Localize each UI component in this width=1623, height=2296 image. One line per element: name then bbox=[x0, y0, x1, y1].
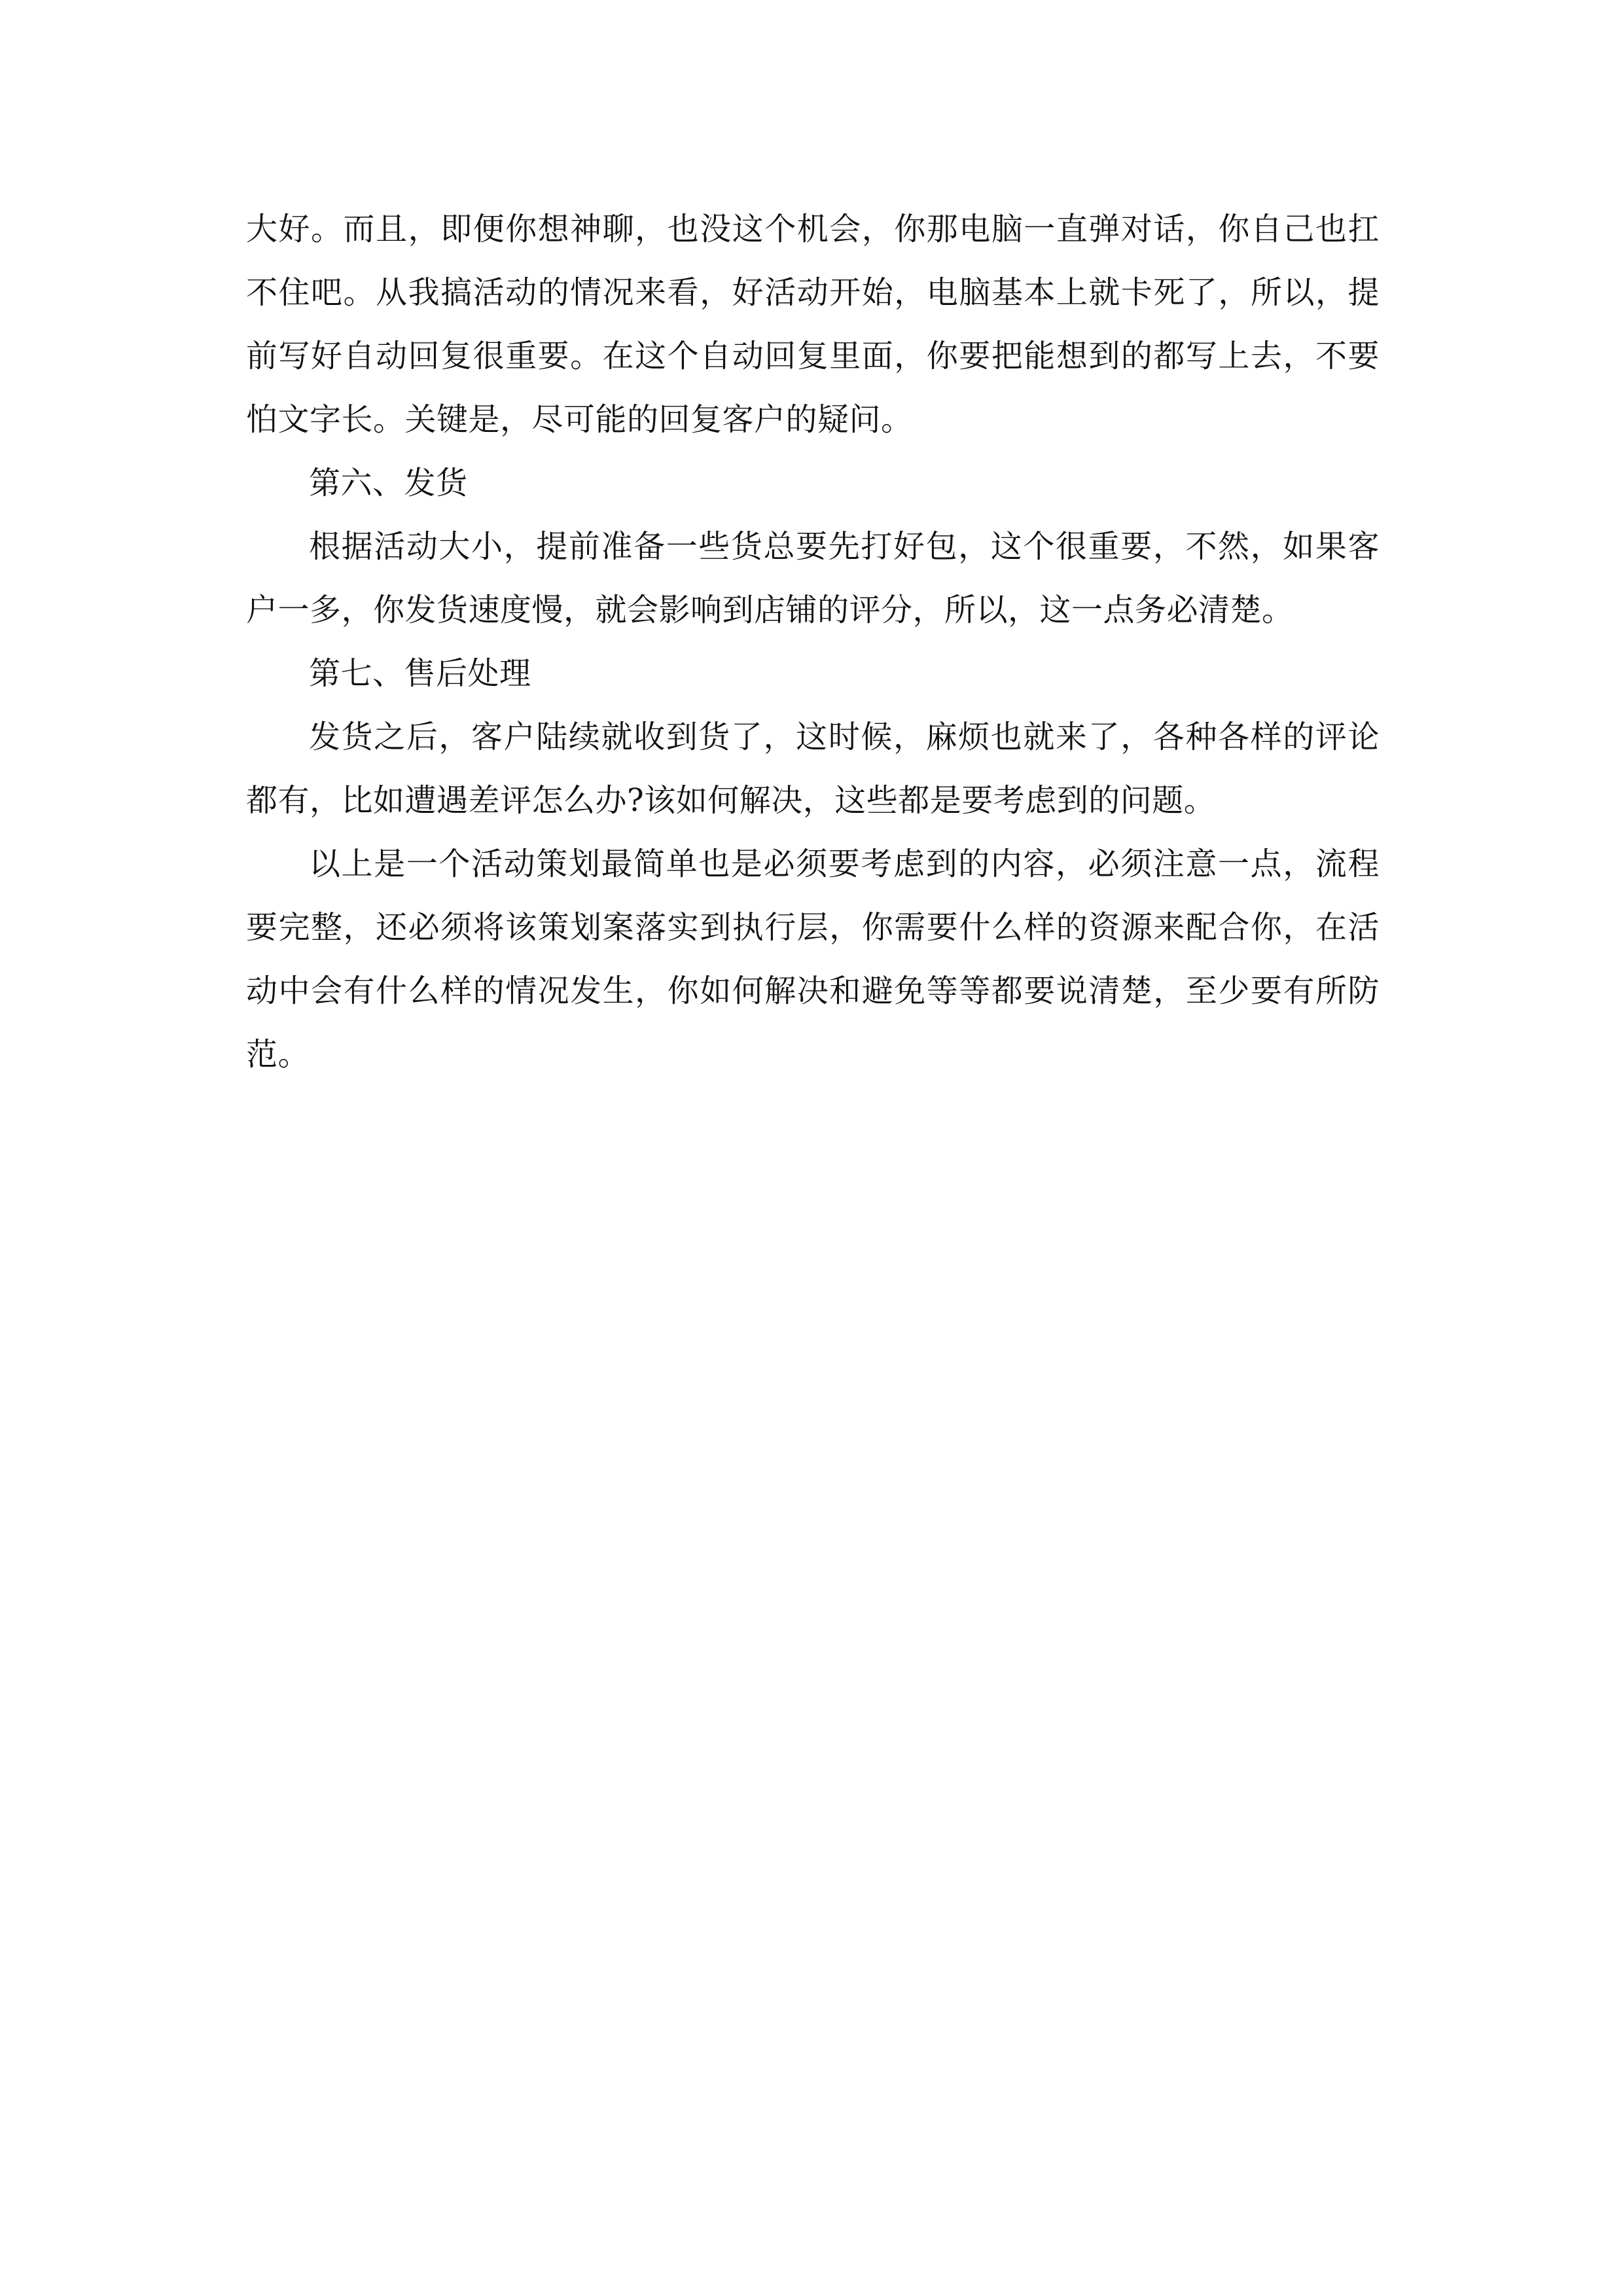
heading-shipping: 第六、发货 bbox=[309, 465, 468, 501]
paragraph-after-sales: 发货之后，客户陆续就收到货了，这时候，麻烦也就来了，各种各样的评论都有，比如遭遇差评怎么办?该如何解决，这些都是要考虑到的问题。 bbox=[246, 719, 1380, 819]
paragraph-shipping: 根据活动大小，提前准备一些货总要先打好包，这个很重要，不然，如果客户一多，你发货速度慢，就会影响到店铺的评分，所以，这一点务必清楚。 bbox=[246, 528, 1380, 628]
paragraph-auto-reply-continuation: 大好。而且，即便你想神聊，也没这个机会，你那电脑一直弹对话，你自己也扛不住吧。从我搞活动的情况来看，好活动开始，电脑基本上就卡死了，所以，提前写好自动回复很重要。在这个自动回复里面，你要把能想到的都写上去，不要怕文字长。关键是，尽可能的回复客户的疑问。 bbox=[246, 211, 1380, 438]
paragraph-summary: 以上是一个活动策划最简单也是必须要考虑到的内容，必须注意一点，流程要完整，还必须将该策划案落实到执行层，你需要什么样的资源来配合你，在活动中会有什么样的情况发生，你如何解决和避免等等都要说清楚，至少要有所防范。 bbox=[246, 846, 1380, 1073]
document-body bbox=[246, 198, 1380, 1086]
heading-after-sales: 第七、售后处理 bbox=[309, 655, 531, 692]
